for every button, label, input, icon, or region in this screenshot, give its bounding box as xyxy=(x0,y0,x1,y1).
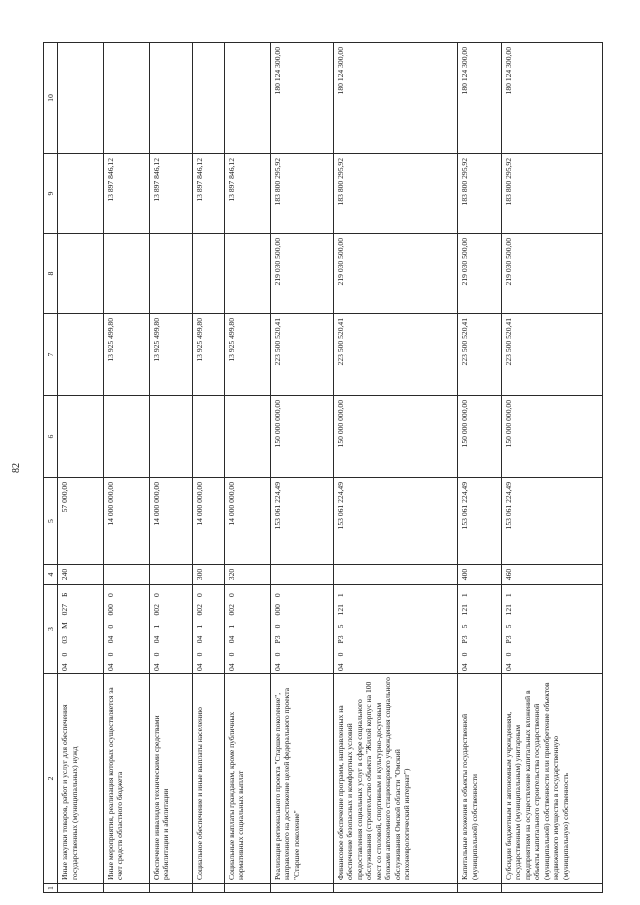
row-code xyxy=(501,585,602,674)
col1-cell xyxy=(103,884,149,893)
code-part: 0 xyxy=(226,593,236,598)
code-parts xyxy=(336,587,345,671)
row-name: Обеспечение инвалидов техническими средствами реабилитации и абилитации xyxy=(149,674,193,884)
code-part: 1 xyxy=(195,624,205,629)
row-amount-c6: 150 000 000,00 xyxy=(270,396,333,478)
row-amount-c7: 223 500 520,41 xyxy=(501,314,602,396)
row-amount-c10: 180 124 300,00 xyxy=(333,43,457,154)
code-part: 04 xyxy=(151,635,161,644)
row-amount-c7: 223 500 520,41 xyxy=(333,314,457,396)
row-amount-c9 xyxy=(58,154,104,234)
row-type-code xyxy=(333,565,457,585)
table-row xyxy=(224,43,270,893)
budget-table xyxy=(43,42,603,893)
table-row xyxy=(333,43,457,893)
code-parts xyxy=(460,587,469,671)
code-part: 03 xyxy=(60,635,70,644)
code-parts xyxy=(227,587,236,671)
code-part: 0 xyxy=(151,652,161,657)
code-part: 1 xyxy=(226,624,236,629)
row-amount-c10: 180 124 300,00 xyxy=(458,43,502,154)
row-amount-c7 xyxy=(58,314,104,396)
rotated-table-sheet xyxy=(11,43,603,893)
code-part: 04 xyxy=(460,663,470,671)
code-part: 04 xyxy=(151,663,161,671)
row-amount-c9: 13 897 846,12 xyxy=(224,154,270,234)
row-amount-c9: 13 897 846,12 xyxy=(149,154,193,234)
header-cell: 7 xyxy=(44,314,58,396)
row-amount-c8 xyxy=(58,234,104,314)
code-part: 04 xyxy=(105,663,115,671)
code-parts xyxy=(195,587,204,671)
code-part: 04 xyxy=(105,635,115,644)
row-amount-c10 xyxy=(103,43,149,154)
header-cell: 2 xyxy=(44,674,58,884)
row-amount-c6: 150 000 000,00 xyxy=(333,396,457,478)
header-cell: 5 xyxy=(44,478,58,565)
row-amount-c6: 150 000 000,00 xyxy=(501,396,602,478)
code-part: 0 xyxy=(151,593,161,598)
code-part: 0 xyxy=(105,593,115,598)
code-part: 1 xyxy=(503,593,513,598)
row-amount-c10 xyxy=(224,43,270,154)
code-part: 04 xyxy=(272,663,282,671)
code-part: 000 xyxy=(272,604,282,616)
code-part: М xyxy=(60,622,70,630)
row-name: Иные мероприятия, реализация которых осуществляется за счет средств областного бюджета xyxy=(103,674,149,884)
table-row xyxy=(58,43,104,893)
col1-cell xyxy=(270,884,333,893)
header-cell: 1 xyxy=(44,884,58,893)
row-amount-c5: 14 000 000,00 xyxy=(193,478,225,565)
code-part: Б xyxy=(60,592,70,598)
row-name: Социальные выплаты гражданам, кроме публичных нормативных социальных выплат xyxy=(224,674,270,884)
row-code xyxy=(149,585,193,674)
code-part: 0 xyxy=(460,652,470,657)
row-type-code: 400 xyxy=(458,565,502,585)
page-number: 82 xyxy=(11,463,22,473)
row-amount-c10 xyxy=(58,43,104,154)
code-part: 04 xyxy=(195,663,205,671)
code-part: 0 xyxy=(272,652,282,657)
code-part: 0 xyxy=(226,652,236,657)
row-amount-c7: 223 500 520,41 xyxy=(270,314,333,396)
code-parts xyxy=(106,587,115,671)
code-part: 04 xyxy=(60,663,70,671)
row-amount-c8: 219 030 500,00 xyxy=(333,234,457,314)
code-part: 1 xyxy=(460,593,470,598)
row-amount-c9: 13 897 846,12 xyxy=(193,154,225,234)
code-parts xyxy=(60,587,69,671)
row-code xyxy=(103,585,149,674)
col1-cell xyxy=(224,884,270,893)
row-amount-c8: 219 030 500,00 xyxy=(501,234,602,314)
code-part: 1 xyxy=(335,593,345,598)
table-row xyxy=(458,43,502,893)
table-row xyxy=(270,43,333,893)
code-part: 5 xyxy=(503,624,513,629)
code-part: 0 xyxy=(60,652,70,657)
row-code xyxy=(193,585,225,674)
row-amount-c8 xyxy=(224,234,270,314)
col1-cell xyxy=(58,884,104,893)
code-part: 04 xyxy=(195,635,205,644)
code-part: 002 xyxy=(195,604,205,616)
row-amount-c7: 13 925 499,80 xyxy=(103,314,149,396)
code-parts xyxy=(504,587,513,671)
code-part: 000 xyxy=(105,604,115,616)
code-part: 0 xyxy=(503,652,513,657)
code-part: 5 xyxy=(460,624,470,629)
row-amount-c5: 153 061 224,49 xyxy=(501,478,602,565)
row-amount-c5: 14 000 000,00 xyxy=(149,478,193,565)
header-cell: 8 xyxy=(44,234,58,314)
row-amount-c9: 183 800 295,92 xyxy=(333,154,457,234)
col1-cell xyxy=(458,884,502,893)
row-amount-c7: 13 925 499,80 xyxy=(149,314,193,396)
row-amount-c6 xyxy=(224,396,270,478)
row-code xyxy=(333,585,457,674)
code-part: 121 xyxy=(335,604,345,616)
row-amount-c10 xyxy=(193,43,225,154)
header-cell: 9 xyxy=(44,154,58,234)
row-amount-c10: 180 124 300,00 xyxy=(501,43,602,154)
row-code xyxy=(270,585,333,674)
col1-cell xyxy=(333,884,457,893)
table-row xyxy=(501,43,602,893)
row-name: Финансовое обеспечение программ, направленных на обеспечение безопасных и комфортных условий предоставления социальных услуг в сфере социального обслуживания (строительство объекта "Жилой корпус на 100 мест со столовой, спортивным и культурно-досуговым блоками автономного стационарного учреждения социального обслуживания Омской области "Омский психоневрологический интернат") xyxy=(333,674,457,884)
code-part: 0 xyxy=(105,652,115,657)
code-part: 0 xyxy=(195,593,205,598)
row-amount-c8 xyxy=(149,234,193,314)
col1-cell xyxy=(149,884,193,893)
row-name: Иные закупки товаров, работ и услуг для обеспечения государственных (муниципальных) нужд xyxy=(58,674,104,884)
code-part: 0 xyxy=(272,593,282,598)
row-amount-c7: 13 925 499,80 xyxy=(224,314,270,396)
row-amount-c8: 219 030 500,00 xyxy=(458,234,502,314)
code-part: Р3 xyxy=(272,635,282,644)
code-part: 121 xyxy=(503,604,513,616)
code-part: 04 xyxy=(503,663,513,671)
row-amount-c10 xyxy=(149,43,193,154)
row-type-code: 460 xyxy=(501,565,602,585)
row-amount-c9: 183 800 295,92 xyxy=(458,154,502,234)
header-row xyxy=(44,43,58,893)
row-name: Социальное обеспечение и иные выплаты населению xyxy=(193,674,225,884)
code-parts xyxy=(273,587,282,671)
row-name: Реализация регионального проекта "Старшее поколение", направленного на достижение целей федерального проекта "Старшее поколение" xyxy=(270,674,333,884)
code-part: 0 xyxy=(195,652,205,657)
code-part: 002 xyxy=(151,604,161,616)
header-cell: 4 xyxy=(44,565,58,585)
header-cell: 10 xyxy=(44,43,58,154)
row-amount-c5: 153 061 224,49 xyxy=(270,478,333,565)
code-part: 04 xyxy=(226,635,236,644)
row-name: Капитальные вложения в объекты государственной (муниципальной) собственности xyxy=(458,674,502,884)
row-amount-c8 xyxy=(103,234,149,314)
code-part: 0 xyxy=(105,624,115,629)
code-part: 5 xyxy=(335,624,345,629)
row-type-code: 300 xyxy=(193,565,225,585)
row-amount-c6 xyxy=(103,396,149,478)
row-type-code: 240 xyxy=(58,565,104,585)
header-cell: 6 xyxy=(44,396,58,478)
row-amount-c5: 14 000 000,00 xyxy=(224,478,270,565)
code-part: 0 xyxy=(335,652,345,657)
row-amount-c5: 57 000,00 xyxy=(58,478,104,565)
row-type-code xyxy=(270,565,333,585)
row-amount-c9: 13 897 846,12 xyxy=(103,154,149,234)
code-part: 002 xyxy=(226,604,236,616)
row-code xyxy=(224,585,270,674)
row-amount-c9: 183 800 295,92 xyxy=(501,154,602,234)
code-part: 027 xyxy=(60,603,70,616)
row-amount-c6 xyxy=(193,396,225,478)
table-row xyxy=(193,43,225,893)
col1-cell xyxy=(501,884,602,893)
code-part: Р3 xyxy=(503,635,513,644)
row-amount-c8: 219 030 500,00 xyxy=(270,234,333,314)
code-part: 1 xyxy=(151,624,161,629)
row-amount-c5: 153 061 224,49 xyxy=(458,478,502,565)
code-part: 04 xyxy=(335,663,345,671)
header-cell: 3 xyxy=(44,585,58,674)
code-part: 121 xyxy=(460,604,470,616)
row-amount-c6 xyxy=(149,396,193,478)
code-parts xyxy=(152,587,161,671)
code-part: Р3 xyxy=(460,635,470,644)
row-amount-c6 xyxy=(58,396,104,478)
row-amount-c7: 223 500 520,41 xyxy=(458,314,502,396)
table-row xyxy=(149,43,193,893)
row-amount-c5: 153 061 224,49 xyxy=(333,478,457,565)
row-amount-c10: 180 124 300,00 xyxy=(270,43,333,154)
row-type-code: 320 xyxy=(224,565,270,585)
row-amount-c5: 14 000 000,00 xyxy=(103,478,149,565)
row-name: Субсидии бюджетным и автономным учреждениям, государственным (муниципальным) унитарным предприятиям на осуществление капитальных вложений в объекты капитального строительства государственной (муниципальной) собственности или приобретение объектов недвижимого имущества в государственную (муниципальную) собственность xyxy=(501,674,602,884)
row-type-code xyxy=(103,565,149,585)
row-code xyxy=(458,585,502,674)
row-amount-c7: 13 925 499,80 xyxy=(193,314,225,396)
col1-cell xyxy=(193,884,225,893)
row-code xyxy=(58,585,104,674)
table-row xyxy=(103,43,149,893)
row-amount-c8 xyxy=(193,234,225,314)
row-type-code xyxy=(149,565,193,585)
row-amount-c6: 150 000 000,00 xyxy=(458,396,502,478)
code-part: 04 xyxy=(226,663,236,671)
code-part: Р3 xyxy=(335,635,345,644)
code-part: 0 xyxy=(272,624,282,629)
row-amount-c9: 183 800 295,92 xyxy=(270,154,333,234)
